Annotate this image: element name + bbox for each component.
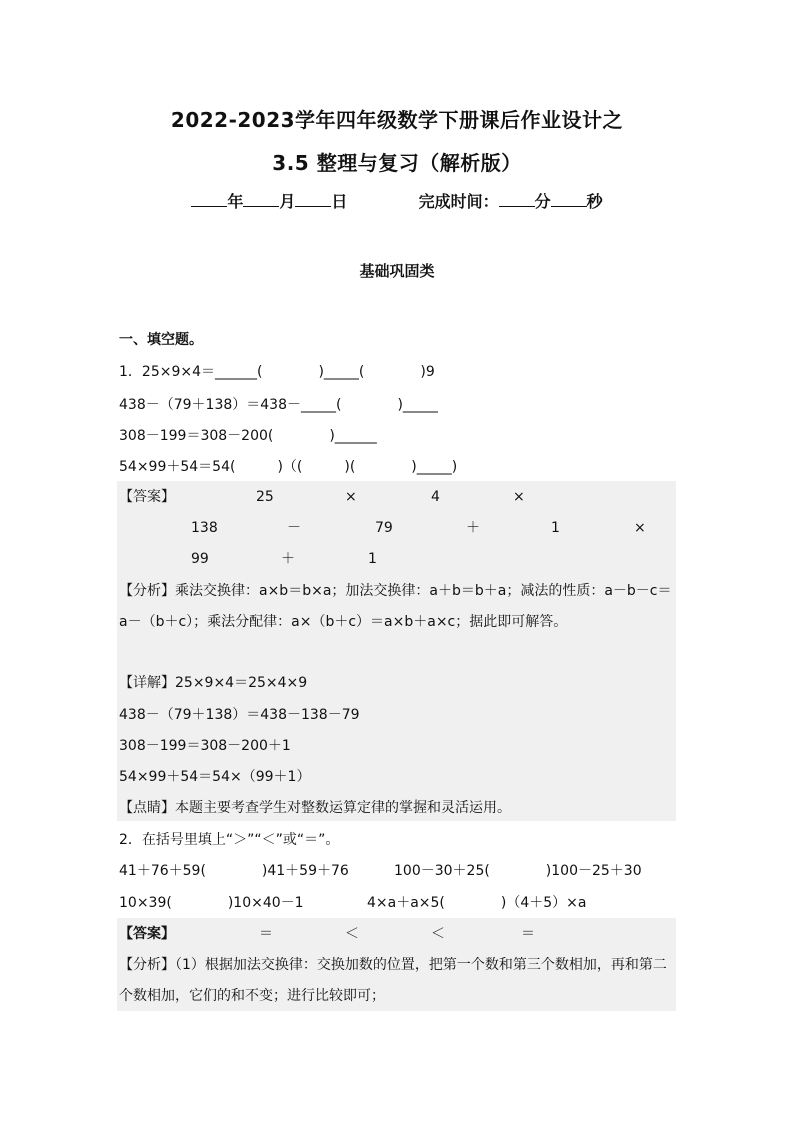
q1-answer-5: 138 bbox=[191, 520, 218, 536]
month-label: 月 bbox=[279, 192, 296, 211]
day-blank bbox=[295, 192, 331, 207]
second-label: 秒 bbox=[586, 192, 603, 211]
year-blank bbox=[191, 192, 227, 207]
q2-answer-4: ＝ bbox=[521, 926, 535, 942]
q1-answer-7: 79 bbox=[375, 520, 393, 536]
q1-detail-2: 438－（79＋138）＝438－138－79 bbox=[119, 707, 360, 723]
q1-detail-4: 54×99＋54＝54×（99＋1） bbox=[119, 769, 311, 785]
minute-blank bbox=[499, 192, 535, 207]
minute-label: 分 bbox=[534, 192, 551, 211]
q2-stem: 2．在括号里填上“＞”“＜”或“＝”。 bbox=[119, 832, 340, 848]
q2-answer-1: ＝ bbox=[259, 926, 273, 942]
q2-line1a: 41＋76＋59( )41＋59＋76 bbox=[119, 863, 349, 879]
day-label: 日 bbox=[331, 192, 348, 211]
q1-line3: 308－199＝308－200( )______ bbox=[119, 428, 377, 444]
year-label: 年 bbox=[227, 192, 244, 211]
q1-answer-8: ＋ bbox=[466, 520, 480, 536]
date-time-line bbox=[0, 189, 794, 212]
q1-answer-12: ＋ bbox=[281, 551, 295, 567]
page-subtitle: 3.5 整理与复习（解析版） bbox=[272, 151, 522, 175]
q1-line4: 54×99＋54＝54( )（( )( )_____) bbox=[119, 459, 458, 475]
q1-comment: 【点睛】本题主要考查学生对整数运算定律的掌握和灵活运用。 bbox=[119, 800, 511, 816]
section-title: 基础巩固类 bbox=[359, 262, 435, 280]
q1-answer-4: × bbox=[513, 489, 525, 505]
q2-line2b: 4×a＋a×5( )（4＋5）×a bbox=[367, 895, 587, 911]
part-title: 一、填空题。 bbox=[119, 332, 203, 348]
q2-answer-3: ＜ bbox=[431, 926, 445, 942]
q1-analysis: 【分析】乘法交换律：a×b＝b×a；加法交换律：a＋b＝b＋a；减法的性质：a－b－c＝a－（b＋c）；乘法分配律：a×（b＋c）＝a×b＋a×c；据此即可解答。 bbox=[119, 583, 672, 630]
second-blank bbox=[551, 192, 587, 207]
q1-answer-label: 【答案】 bbox=[119, 489, 175, 505]
time-label: 完成时间： bbox=[418, 192, 499, 211]
q1-answer-3: 4 bbox=[431, 489, 440, 505]
q1-answer-6: － bbox=[287, 520, 301, 536]
q1-answer-1: 25 bbox=[256, 489, 274, 505]
q2-line2a: 10×39( )10×40－1 bbox=[119, 895, 304, 911]
q1-answer-11: 99 bbox=[191, 551, 209, 567]
q1-detail-3: 308－199＝308－200＋1 bbox=[119, 738, 291, 754]
q1-answer-10: × bbox=[634, 520, 646, 536]
q1-line2: 438－（79＋138）＝438－_____( )_____ bbox=[119, 397, 438, 413]
q2-analysis: 【分析】（1）根据加法交换律：交换加数的位置，把第一个数和第三个数相加，再和第二个数相加，它们的和不变；进行比较即可； bbox=[119, 957, 667, 1004]
q2-answer-label: 【答案】 bbox=[119, 926, 175, 942]
q2-line1b: 100－30＋25( )100－25＋30 bbox=[394, 863, 642, 879]
q1-line1: 1．25×9×4＝______( )_____( )9 bbox=[119, 364, 435, 380]
q1-answer-9: 1 bbox=[551, 520, 560, 536]
page-title: 2022-2023学年四年级数学下册课后作业设计之 bbox=[170, 108, 624, 132]
q1-answer-13: 1 bbox=[368, 551, 377, 567]
q1-answer-2: × bbox=[345, 489, 357, 505]
q2-answer-2: ＜ bbox=[345, 926, 359, 942]
month-blank bbox=[243, 192, 279, 207]
q1-detail-1: 【详解】25×9×4＝25×4×9 bbox=[119, 675, 308, 691]
